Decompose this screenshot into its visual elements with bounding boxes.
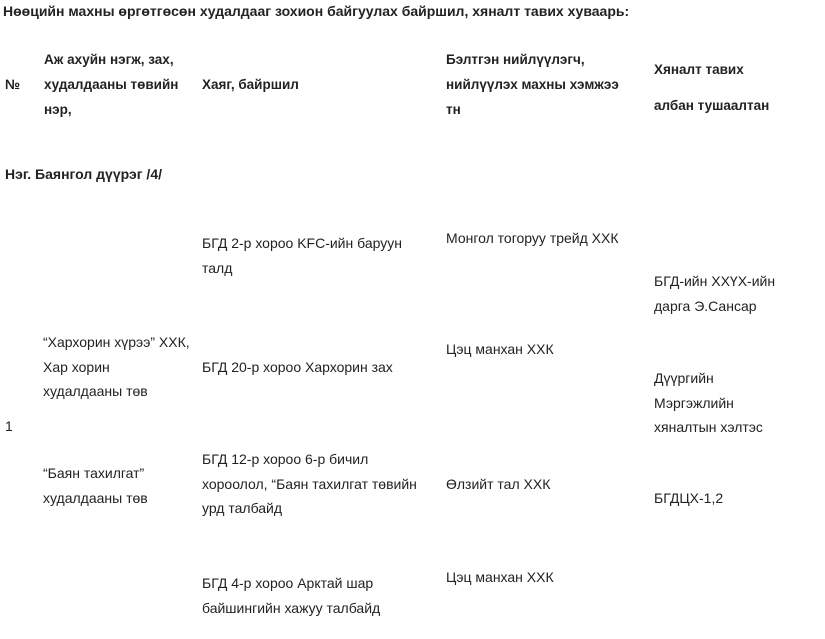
- row-number: 1: [5, 418, 13, 434]
- header-inspector: [654, 52, 769, 124]
- inspector-line: Мэргэжлийн: [654, 394, 734, 411]
- header-entity-line: нэр,: [44, 102, 72, 117]
- header-address: Хаяг, байршил: [202, 77, 299, 92]
- inspector-line: БГД-ийн ХХҮХ-ийн: [654, 273, 776, 289]
- inspector-cell: [654, 269, 775, 318]
- district-heading: Нэг. Баянгол дүүрэг /4/: [5, 166, 163, 182]
- header-supplier-line: нийлүүлэх махны хэмжээ: [446, 77, 619, 92]
- entity-line: худалдааны төв: [43, 489, 148, 506]
- inspector-line: хяналтын хэлтэс: [654, 419, 763, 435]
- inspector-cell: [654, 366, 763, 440]
- header-supplier: [446, 47, 619, 122]
- supplier-cell: Цэц манхан ХХК: [446, 569, 554, 585]
- header-entity-line: Аж ахуйн нэгж, зах,: [44, 52, 174, 67]
- supplier-cell: Өлзийт тал ХХК: [446, 476, 551, 492]
- address-cell: [202, 571, 380, 620]
- address-line: хороолол, “Баян тахилгат төвийн: [202, 475, 417, 492]
- header-supplier-line: тн: [446, 102, 461, 117]
- address-cell: [202, 231, 402, 280]
- supplier-cell: Монгол тогоруу трейд ХХК: [446, 230, 619, 246]
- header-number: №: [5, 77, 21, 92]
- entity-line: “Хархорин хүрээ” ХХК,: [43, 334, 190, 350]
- page-title: Нөөцийн махны өргөтгөсөн худалдааг зохион байгуулах байршил, хяналт тавих хуваарь:: [3, 3, 630, 19]
- entity-line: худалдааны төв: [43, 383, 148, 399]
- address-line: БГД 2-р хороо KFC-ийн баруун: [202, 235, 402, 251]
- inspector-line: БГДЦХ-1,2: [654, 490, 724, 506]
- supplier-cell: Цэц манхан ХХК: [446, 341, 554, 357]
- address-line: талд: [202, 259, 233, 276]
- header-supplier-line: Бэлтгэн нийлүүлэгч,: [446, 52, 585, 67]
- address-line: БГД 4-р хороо Арктай шар: [202, 575, 374, 591]
- header-inspector-line: албан тушаалтан: [654, 98, 770, 113]
- address-line: БГД 20-р хороо Хархорин зах: [202, 359, 393, 375]
- inspector-line: дарга Э.Сансар: [654, 297, 757, 314]
- inspector-cell: [654, 486, 723, 511]
- entity-cell: [43, 330, 190, 404]
- entity-line: Хар хорин: [43, 358, 110, 375]
- header-entity: [44, 47, 178, 122]
- address-line: БГД 12-р хороо 6-р бичил: [202, 451, 369, 467]
- header-inspector-line: Хяналт тавих: [654, 62, 744, 77]
- address-cell: [202, 355, 393, 380]
- header-entity-line: худалдааны төвийн: [44, 77, 179, 92]
- inspector-line: Дүүргийн: [654, 370, 714, 386]
- entity-cell: [43, 461, 148, 510]
- address-line: урд талбайд: [202, 500, 283, 516]
- address-line: байшингийн хажуу талбайд: [202, 599, 381, 616]
- entity-line: “Баян тахилгат”: [43, 465, 145, 481]
- address-cell: [202, 447, 417, 521]
